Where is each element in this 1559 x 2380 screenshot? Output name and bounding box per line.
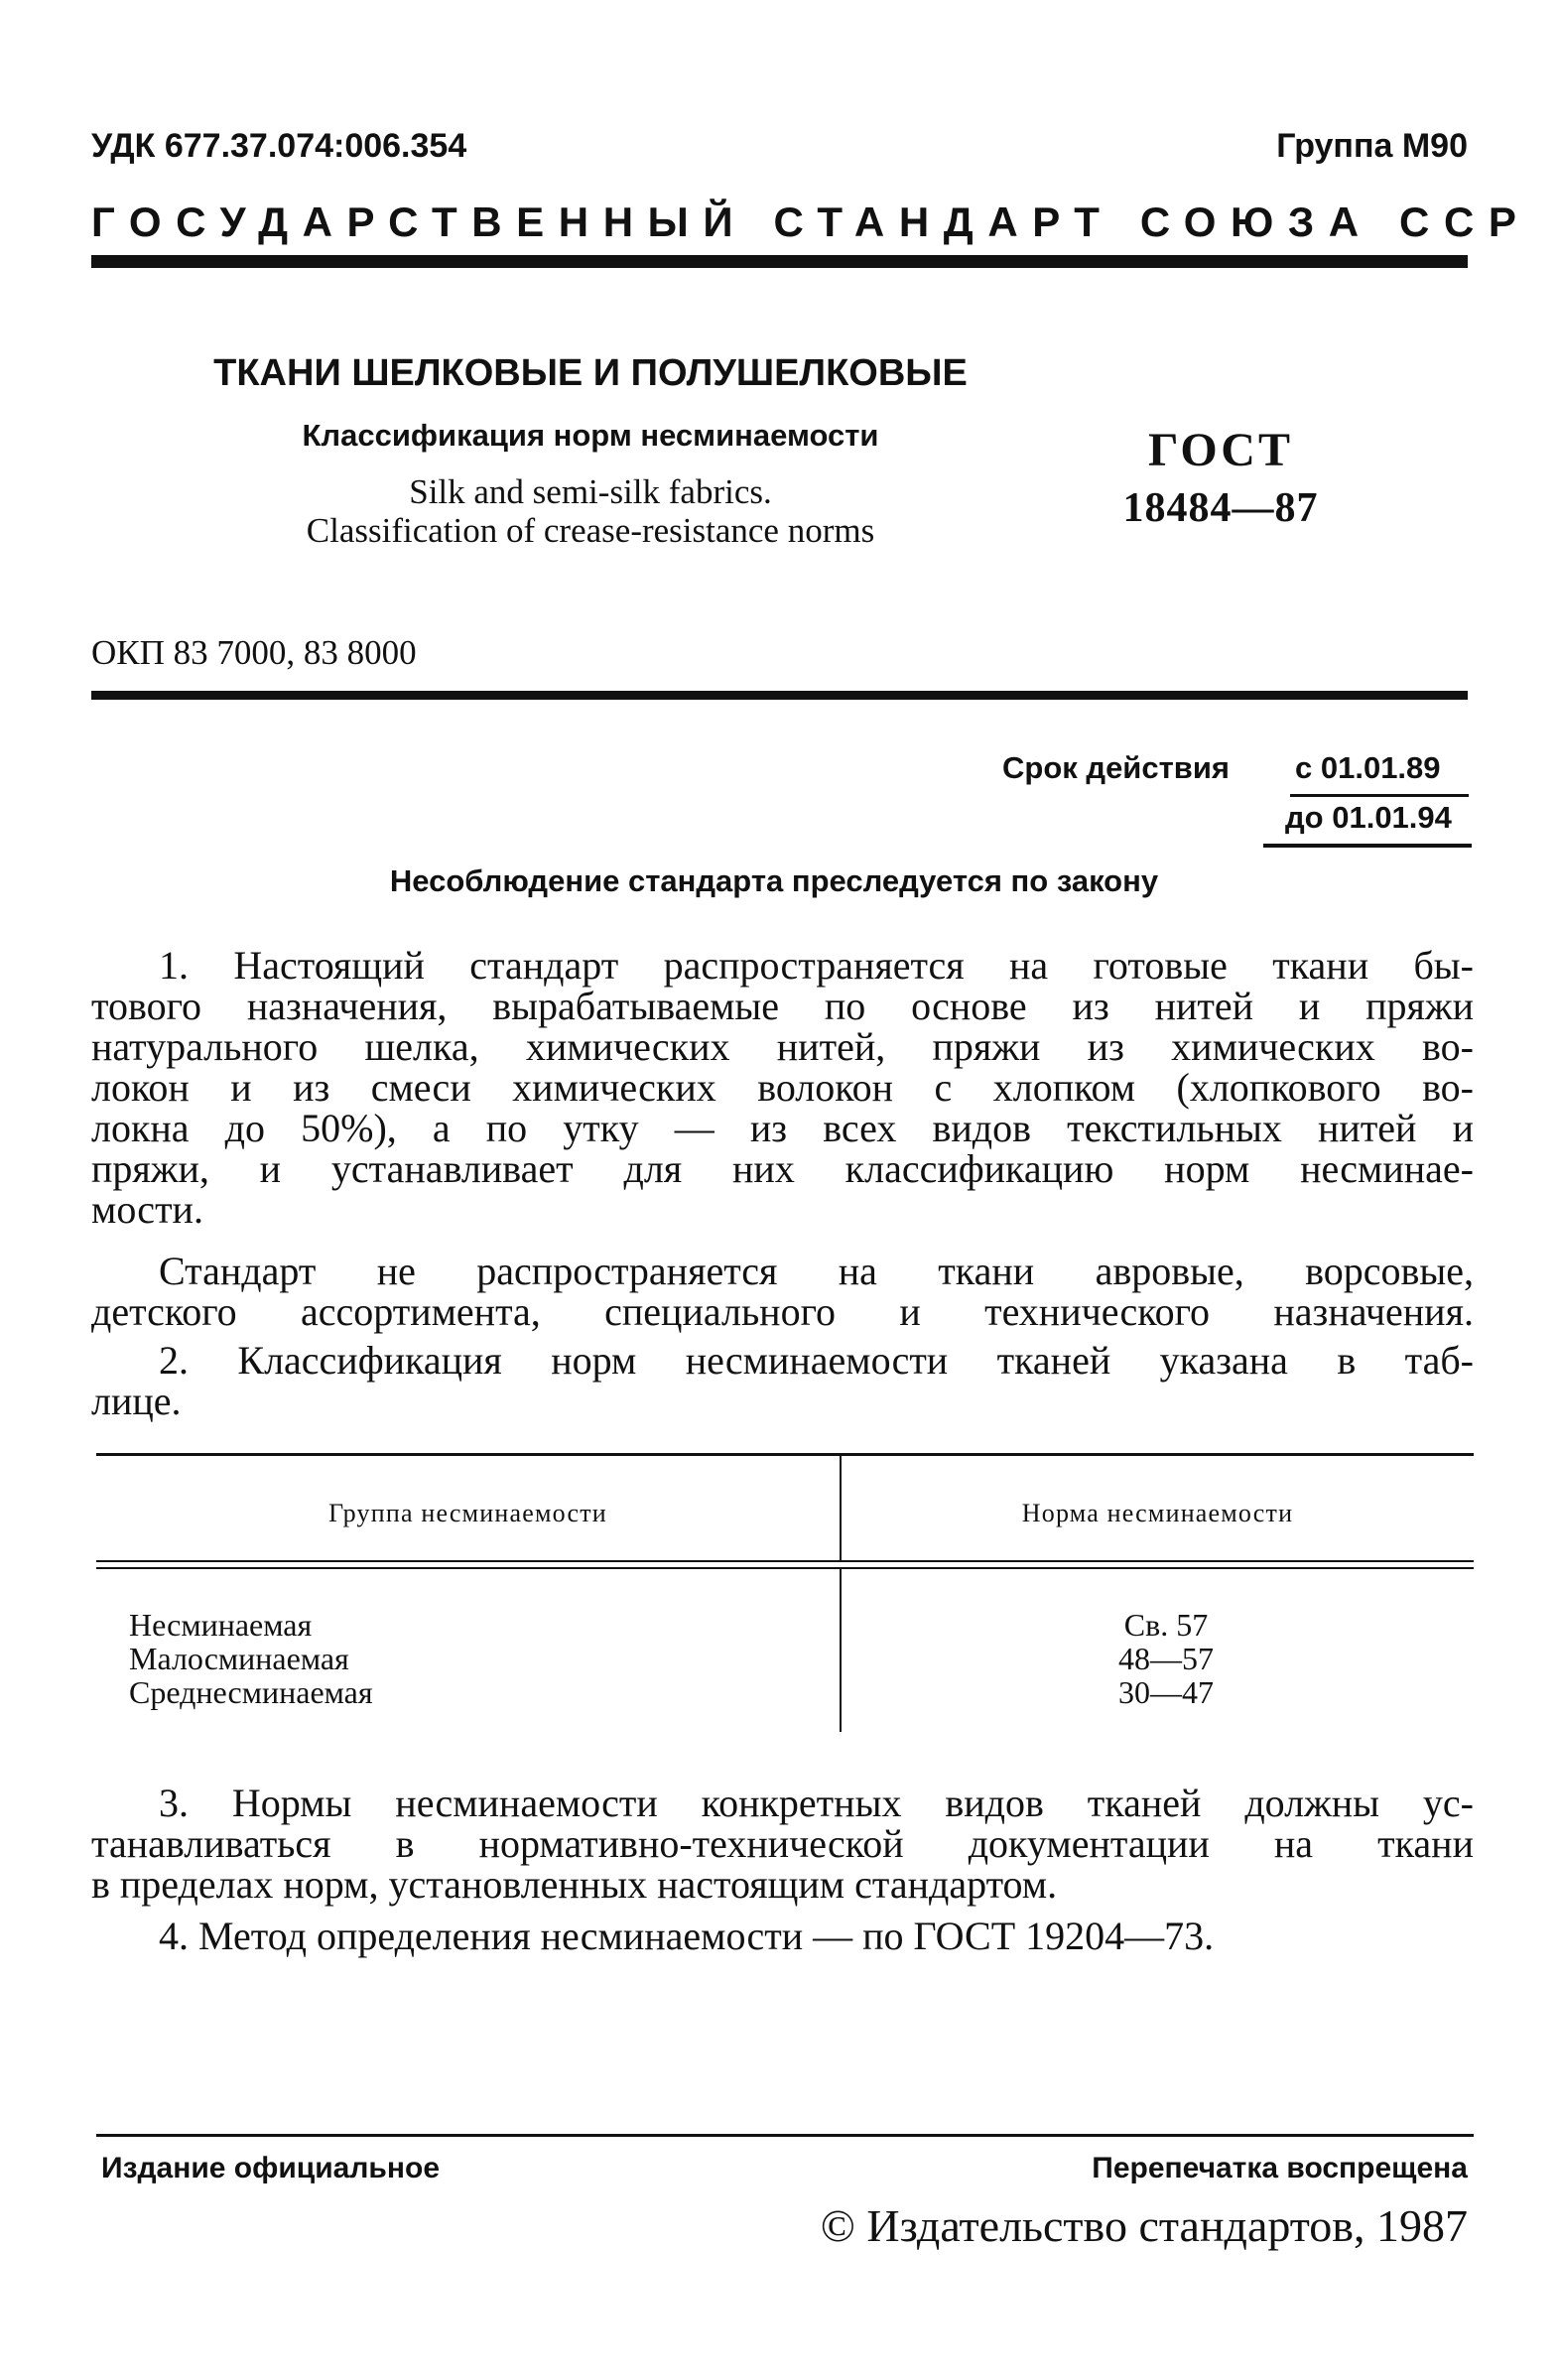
text-line: лице. [91, 1379, 182, 1423]
table-cell-norm: 48—57 [1118, 1641, 1214, 1676]
table-cell-norm: 30—47 [1118, 1674, 1214, 1710]
paragraph-1 [91, 945, 1474, 1230]
footer-rule [96, 2134, 1474, 2137]
text-line: тового назначения, вырабатываемые по основе из нитей и пряжи [91, 984, 1474, 1028]
text-line: пряжи, и устанавливает для них классификацию норм несминае- [91, 1146, 1474, 1191]
table-row [129, 1608, 312, 1642]
state-standard-heading: ГОСУДАРСТВЕННЫЙ СТАНДАРТ СОЮЗА ССР [91, 198, 1531, 245]
gost-number: 18484—87 [1122, 485, 1319, 531]
table-cell-group: Малосминаемая [129, 1641, 349, 1676]
group-code: Группа М90 [1276, 127, 1468, 165]
table-cell-group: Среднесминаемая [129, 1674, 373, 1710]
official-edition-label: Издание официальное [101, 2152, 441, 2184]
table-cell-norm: Св. 57 [1123, 1607, 1209, 1643]
text-line: 4. Метод определения несминаемости — по ГОСТ 19204—73. [159, 1914, 1215, 1958]
table-header-group: Группа несминаемости [328, 1499, 607, 1527]
english-title-line: Silk and semi-silk fabrics. [409, 472, 772, 511]
header-thick-rule [91, 255, 1468, 268]
legal-notice: Несоблюдение стандарта преследуется по закону [389, 863, 1159, 898]
text-line: мости. [91, 1187, 203, 1232]
paragraph-2 [91, 1251, 1474, 1332]
table-top-rule [96, 1453, 1474, 1456]
text-line: 2. Классификация норм несминаемости тканей указана в таб- [159, 1338, 1474, 1383]
paragraph-3 [91, 1340, 1474, 1421]
text-line: натурального шелка, химических нитей, пряжи из химических во- [91, 1024, 1474, 1069]
text-line: детского ассортимента, специального и технического назначения. [91, 1289, 1474, 1334]
english-title [0, 472, 1181, 550]
table-row [129, 1642, 349, 1675]
text-line: 1. Настоящий стандарт распространяется на готовые ткани бы- [159, 943, 1474, 988]
table-column-divider [840, 1569, 842, 1732]
reprint-prohibited-label: Перепечатка воспрещена [1092, 2152, 1468, 2184]
valid-to-date: до 01.01.94 [1285, 800, 1452, 835]
udk-code: УДК 677.37.074:006.354 [91, 127, 467, 165]
text-line: Стандарт не распространяется на ткани авровые, ворсовые, [159, 1249, 1474, 1293]
english-title-line: Classification of crease-resistance norms [306, 511, 875, 550]
document-title: ТКАНИ ШЕЛКОВЫЕ И ПОЛУШЕЛКОВЫЕ [213, 352, 968, 394]
validity-label: Срок действия [1002, 750, 1230, 785]
table-cell-group: Несминаемая [129, 1607, 313, 1643]
paragraph-4 [91, 1783, 1474, 1905]
okp-rule [91, 691, 1468, 700]
table-header-norm: Норма несминаемости [1021, 1499, 1294, 1527]
text-line: локна до 50%), а по утку — из всех видов текстильных нитей и [91, 1106, 1474, 1150]
copyright-line: © Издательство стандартов, 1987 [820, 2200, 1468, 2251]
document-subtitle: Классификация норм несминаемости [302, 418, 879, 453]
paragraph-5 [91, 1916, 1474, 1956]
validity-fraction-line [1290, 794, 1469, 797]
text-line: 3. Нормы несминаемости конкретных видов тканей должны ус- [159, 1781, 1474, 1825]
text-line: танавливаться в нормативно-технической документации на ткани [91, 1821, 1474, 1866]
text-line: в пределах норм, установленных настоящим стандартом. [91, 1862, 1058, 1907]
table-header-rule-2 [96, 1567, 1474, 1569]
table-row [129, 1675, 373, 1709]
validity-underline [1263, 844, 1472, 848]
okp-code: ОКП 83 7000, 83 8000 [91, 633, 417, 672]
text-line: локон и из смеси химических волокон с хлопком (хлопкового во- [91, 1065, 1474, 1110]
table-header-rule-1 [96, 1560, 1474, 1562]
valid-from-date: с 01.01.89 [1295, 750, 1441, 785]
gost-label: ГОСТ [1148, 424, 1293, 476]
